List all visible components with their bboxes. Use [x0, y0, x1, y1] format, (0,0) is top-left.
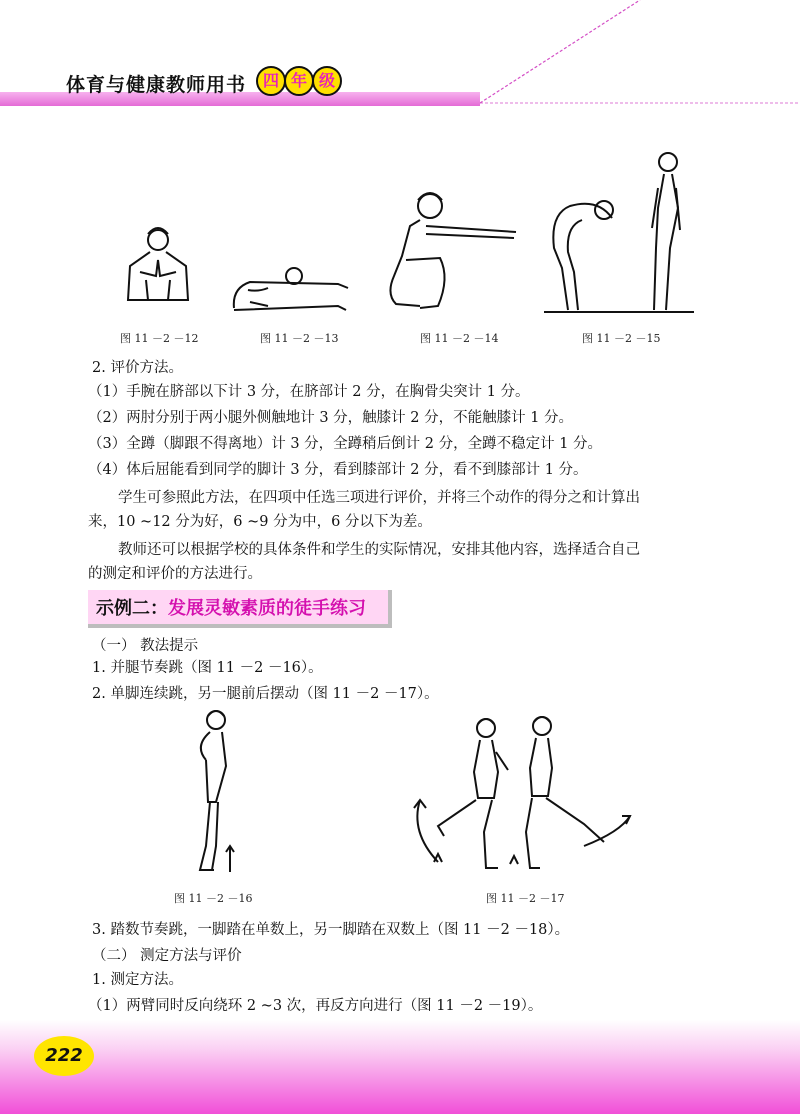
- evaluation-item-1: （1）手腕在脐部以下计 3 分，在脐部计 2 分，在胸骨尖突计 1 分。: [88, 384, 530, 400]
- caption-fig-12: 图 11 －2 －12: [120, 332, 199, 345]
- evaluation-item-3: （3）全蹲（脚跟不得离地）计 3 分，全蹲稍后倒计 2 分，全蹲不稳定计 1 分。: [88, 436, 603, 452]
- figure-back-bend-icon: [538, 148, 698, 316]
- grade-badge-2: 年: [284, 66, 314, 96]
- caption-fig-14: 图 11 －2 －14: [420, 332, 499, 345]
- figure-full-squat-icon: [380, 186, 520, 316]
- book-title: 体育与健康教师用书: [66, 74, 247, 96]
- measurement-item-1-1: （1）两臂同时反向绕环 2 ~3 次，再反方向进行（图 11 －2 －19）。: [88, 998, 543, 1014]
- measurement-heading: （二） 测定方法与评价: [92, 948, 242, 964]
- grade-badge-1: 四: [256, 66, 286, 96]
- page-number: 222: [34, 1036, 94, 1076]
- teaching-heading: （一） 教法提示: [92, 638, 199, 654]
- caption-fig-15: 图 11 －2 －15: [582, 332, 661, 345]
- evaluation-para2-line1: 教师还可以根据学校的具体条件和学生的实际情况，安排其他内容，选择适合自己: [118, 542, 640, 558]
- caption-fig-16: 图 11 －2 －16: [174, 892, 253, 905]
- evaluation-para2-line2: 的测定和评价的方法进行。: [88, 566, 262, 582]
- evaluation-item-4: （4）体后屈能看到同学的脚计 3 分，看到膝部计 2 分，看不到膝部计 1 分。: [88, 462, 588, 478]
- figure-hands-clasped-icon: [120, 220, 196, 320]
- teaching-item-1: 1. 并腿节奏跳（图 11 －2 －16）。: [92, 660, 323, 676]
- caption-fig-17: 图 11 －2 －17: [486, 892, 565, 905]
- grade-badge-3: 级: [312, 66, 342, 96]
- section-header: [96, 594, 366, 620]
- figure-seated-forward-bend-icon: [228, 262, 352, 318]
- teaching-item-3: 3. 踏数节奏跳，一脚踏在单数上，另一脚踏在双数上（图 11 －2 －18）。: [92, 922, 570, 938]
- evaluation-para1-line1: 学生可参照此方法，在四项中任选三项进行评价，并将三个动作的得分之和计算出: [118, 490, 640, 506]
- caption-fig-13: 图 11 －2 －13: [260, 332, 339, 345]
- section-label-prefix: 示例二：: [96, 598, 168, 619]
- section-label-title: 发展灵敏素质的徒手练习: [168, 598, 366, 619]
- evaluation-para1-line2: 来，10 ~12 分为好，6 ~9 分为中，6 分以下为差。: [88, 514, 432, 530]
- teaching-item-2: 2. 单脚连续跳，另一腿前后摆动（图 11 －2 －17）。: [92, 686, 439, 702]
- figure-jump-feet-together-icon: [186, 706, 246, 876]
- measurement-item-1: 1. 测定方法。: [92, 972, 183, 988]
- footer-band: [0, 1020, 800, 1114]
- evaluation-heading: 2. 评价方法。: [92, 360, 183, 376]
- figure-leg-swing-icon: [408, 712, 638, 872]
- evaluation-item-2: （2）两肘分别于两小腿外侧触地计 3 分，触膝计 2 分，不能触膝计 1 分。: [88, 410, 574, 426]
